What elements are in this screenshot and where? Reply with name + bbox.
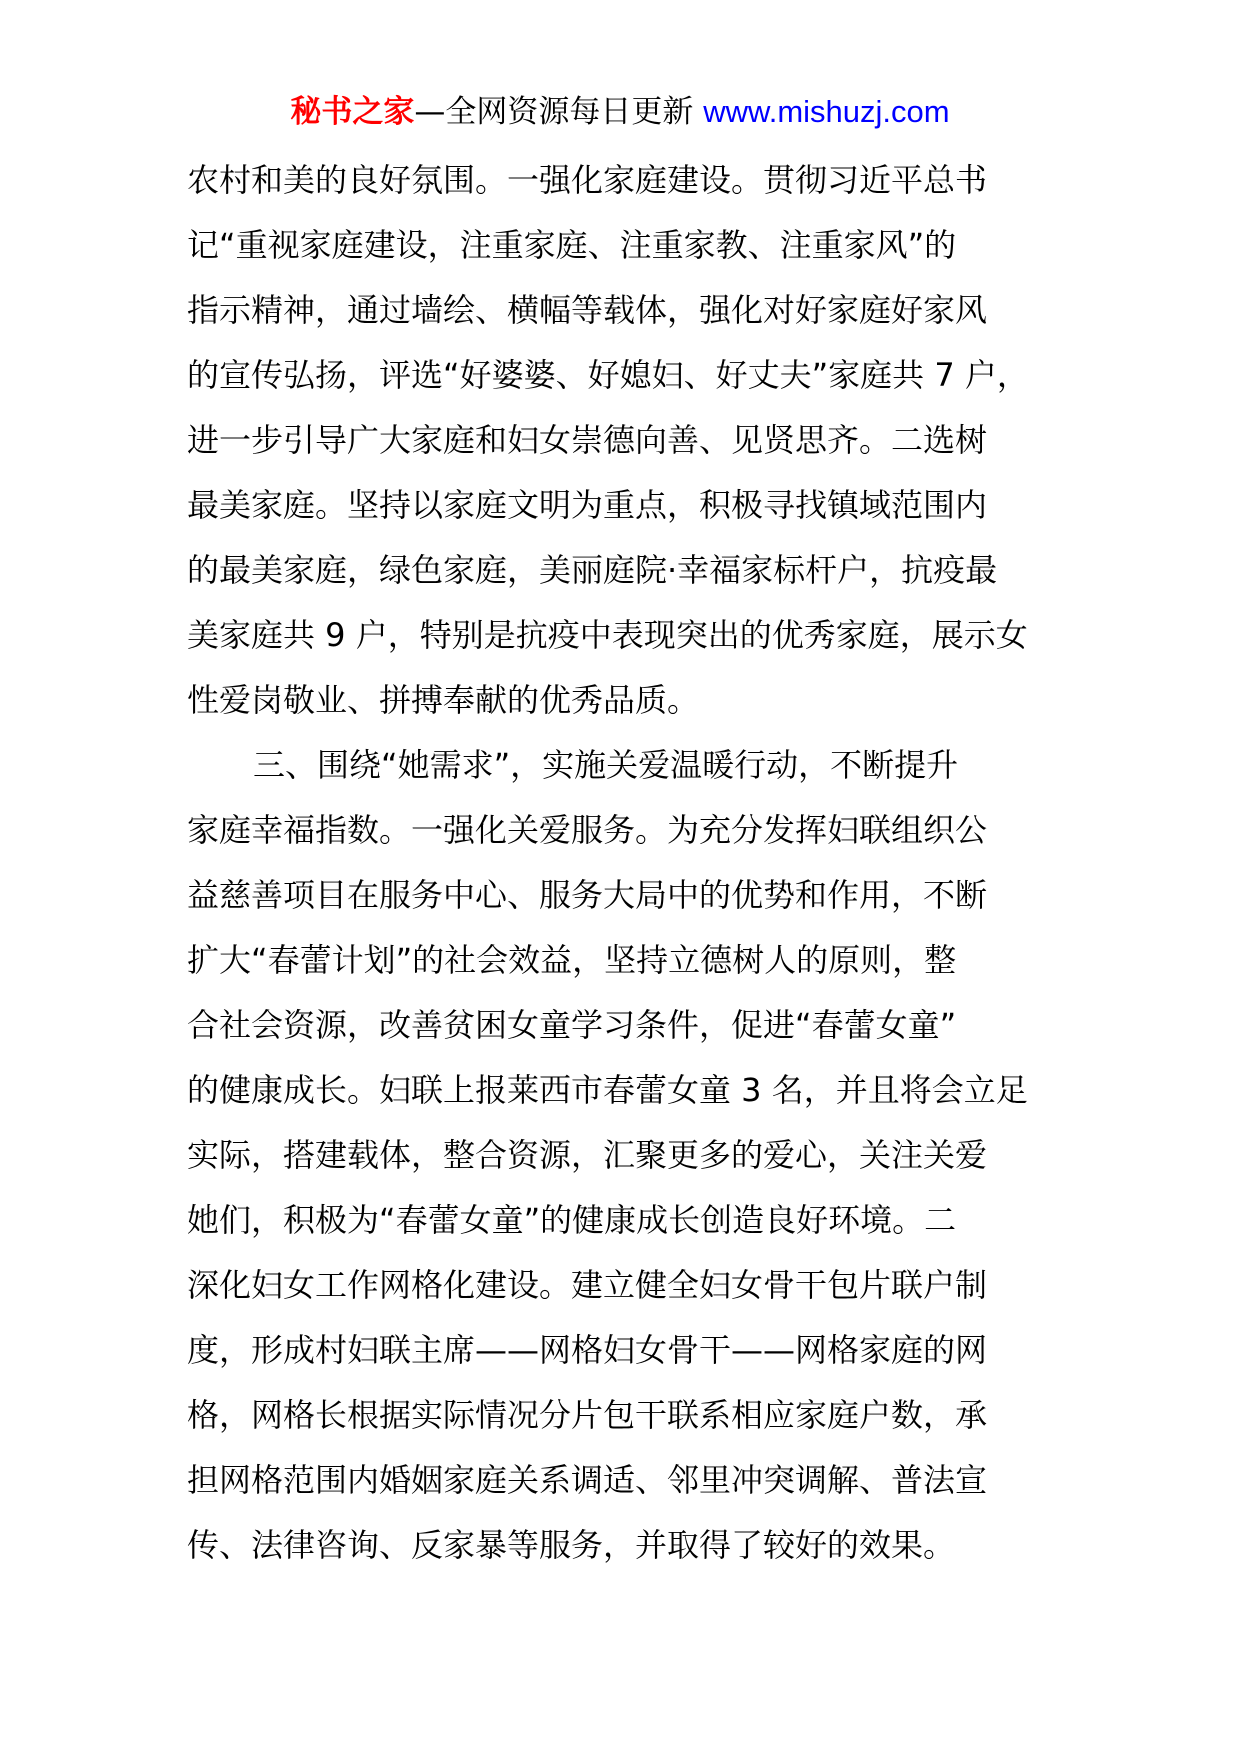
text-line: 的宣传弘扬，评选“好婆婆、好媳妇、好丈夫”家庭共 7 户， (187, 356, 1029, 394)
site-brand: 秘书之家 (290, 94, 415, 130)
text-line: 家庭幸福指数。一强化关爱服务。为充分发挥妇联组织公 (187, 811, 988, 849)
text-line: 传、法律咨询、反家暴等服务，并取得了较好的效果。 (187, 1526, 956, 1564)
text-line: 最美家庭。坚持以家庭文明为重点，积极寻找镇域范围内 (187, 486, 988, 524)
text-line: 记“重视家庭建设，注重家庭、注重家教、注重家风”的 (187, 226, 957, 264)
text-line: 担网格范围内婚姻家庭关系调适、邻里冲突调解、普法宣 (187, 1461, 988, 1499)
text-line: 的健康成长。妇联上报莱西市春蕾女童 3 名，并且将会立足 (187, 1071, 1028, 1109)
text-line: 深化妇女工作网格化建设。建立健全妇女骨干包片联户制 (187, 1266, 988, 1304)
site-tagline: —全网资源每日更新 (414, 94, 694, 130)
page-header (0, 92, 1240, 132)
text-line: 扩大“春蕾计划”的社会效益，坚持立德树人的原则，整 (187, 941, 957, 979)
text-line: 的最美家庭，绿色家庭，美丽庭院·幸福家标杆户，抗疫最 (187, 551, 998, 589)
text-line: 美家庭共 9 户，特别是抗疫中表现突出的优秀家庭，展示女 (187, 616, 1028, 654)
text-line: 进一步引导广大家庭和妇女崇德向善、见贤思齐。二选树 (187, 421, 988, 459)
text-line: 她们，积极为“春蕾女童”的健康成长创造良好环境。二 (187, 1201, 957, 1239)
site-url-link[interactable]: www.mishuzj.com (703, 94, 950, 129)
text-line: 农村和美的良好氛围。一强化家庭建设。贯彻习近平总书 (187, 161, 988, 199)
text-line: 格，网格长根据实际情况分片包干联系相应家庭户数，承 (187, 1396, 988, 1434)
text-line: 合社会资源，改善贫困女童学习条件，促进“春蕾女童” (187, 1006, 957, 1044)
text-line: 三、围绕“她需求”，实施关爱温暖行动，不断提升 (253, 746, 959, 784)
text-line: 指示精神，通过墙绘、横幅等载体，强化对好家庭好家风 (187, 291, 988, 329)
text-line: 益慈善项目在服务中心、服务大局中的优势和作用，不断 (187, 876, 988, 914)
document-body (187, 148, 1067, 1578)
text-line: 实际，搭建载体，整合资源，汇聚更多的爱心，关注关爱 (187, 1136, 988, 1174)
text-line: 性爱岗敬业、拼搏奉献的优秀品质。 (187, 681, 700, 719)
text-line: 度，形成村妇联主席——网格妇女骨干——网格家庭的网 (187, 1331, 988, 1369)
